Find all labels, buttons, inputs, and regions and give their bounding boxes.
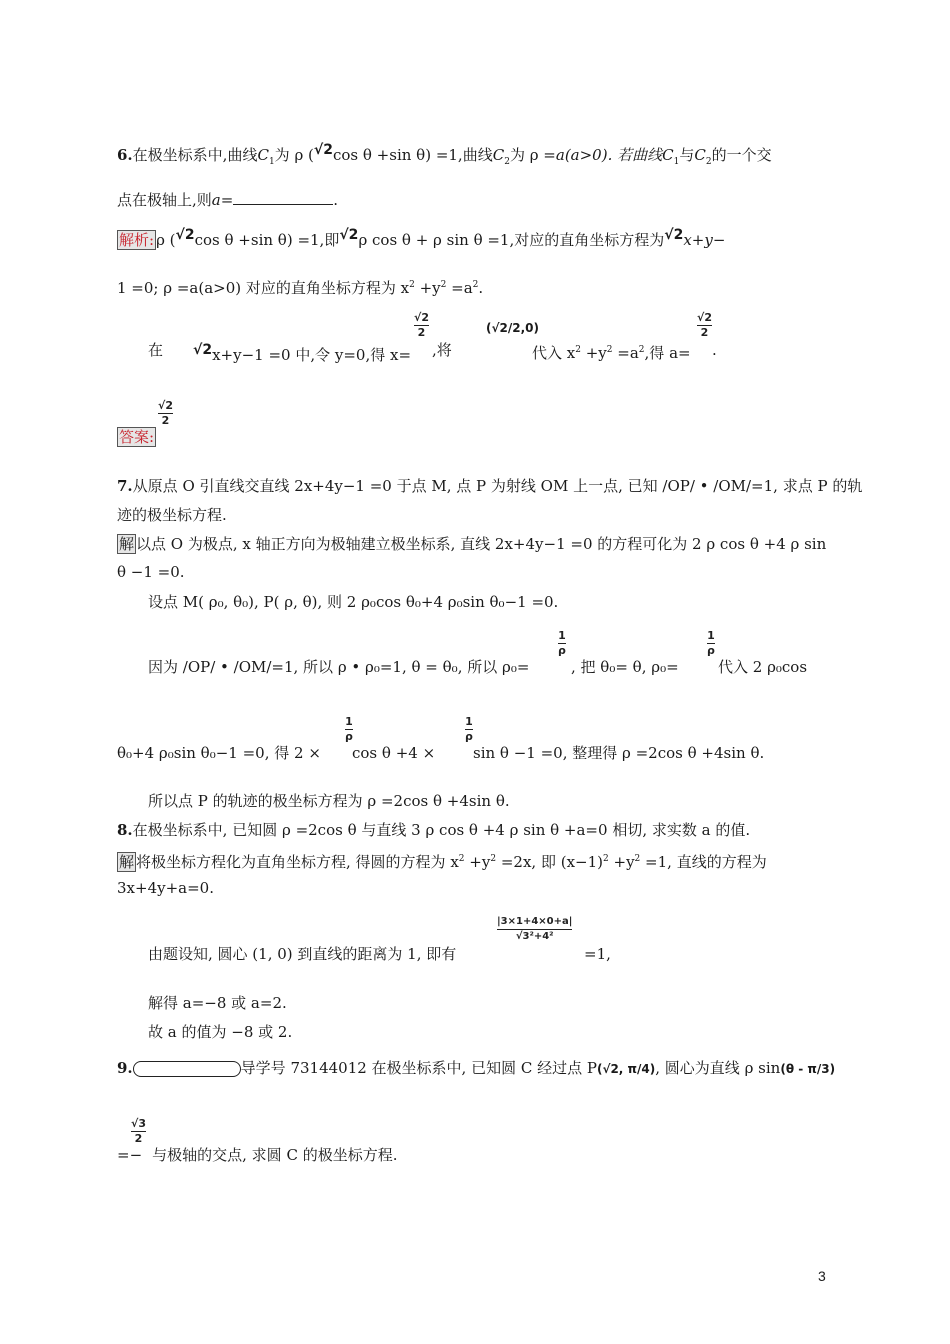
q6-line-3: 解析: ρ ($^{√2}$cos θ +sin θ) =1,即$^{√2}$ρ cos θ + ρ sin θ =1,对应的直角坐标方程为$^{√2}$x+y− (119, 227, 726, 249)
q7-line-8: 所以点 P 的轨迹的极坐标方程为 ρ =2cos θ +4sin θ. (148, 792, 510, 810)
q8-number: 8. (117, 821, 133, 839)
fraction-sqrt2-over-2: √2 2 (414, 311, 429, 339)
q6-line-5: 在 (148, 341, 164, 359)
fraction-1-over-rho: 1 ρ (558, 629, 566, 657)
q7-line-1: 7.从原点 O 引直线交直线 2x+4y−1 =0 于点 M, 点 P 为射线 OM 上一点, 已知 /OP/ • /OM/=1, 求点 P 的轨 (117, 477, 863, 495)
q6-line-5b: $^{√2}$x+y−1 =0 中,令 y=0,得 x= (193, 342, 412, 364)
q8-line-1: 8.在极坐标系中, 已知圆 ρ =2cos θ 与直线 3 ρ cos θ +4 ρ sin θ +a=0 相切, 求实数 a 的值. (117, 821, 751, 839)
fraction-1-over-rho: 1 ρ (345, 715, 353, 743)
fraction-sqrt2-over-2: √2 2 (697, 311, 712, 339)
point-paren: (√2/2,0) (486, 321, 539, 335)
q9-line-1: 9. 导学号 73144012 在极坐标系中, 已知圆 C 经过点 P(√2, π/4), 圆心为直线 ρ sin(θ - π/3) (117, 1059, 836, 1077)
q8-line-2: 解 将极坐标方程化为直角坐标方程, 得圆的方程为 $x^2 +y^2 =2x$, 即 $(x-1)^2 +y^2 =1$, 直线的方程为 (119, 853, 767, 871)
answer-fraction: √2 2 (158, 399, 173, 427)
q9-number: 9. (117, 1059, 133, 1077)
fraction-1-over-rho: 1 ρ (707, 629, 715, 657)
q7-line-7: θ₀+4 ρ₀sin θ₀−1 =0, 得 2 × (117, 744, 321, 762)
q6-line-4: 1 =0; ρ =a(a>0) 对应的直角坐标方程为 $x^2 +y^2 =a^2$. (117, 279, 484, 297)
answer-tag: 答案: (119, 428, 155, 446)
q6-number: 6. (117, 146, 133, 164)
q7-line-5: 设点 M( ρ₀, θ₀), P( ρ, θ), 则 2 ρ₀cos θ₀+4 ρ₀sin θ₀−1 =0. (148, 593, 559, 611)
analysis-tag: 解析: (119, 231, 155, 249)
sqrt-symbol: √2 (313, 142, 333, 158)
q7-number: 7. (117, 477, 133, 495)
sin-argument: (θ - π/3) (780, 1062, 836, 1076)
fraction-1-over-rho: 1 ρ (465, 715, 473, 743)
fraction-sqrt3-over-2: √3 2 (131, 1117, 146, 1145)
point-coordinates: (√2, π/4) (596, 1062, 656, 1076)
q8-line-6: 故 a 的值为 −8 或 2. (148, 1023, 293, 1041)
q7-line-2: 迹的极坐标方程. (117, 506, 227, 524)
answer-line (117, 427, 156, 447)
q7-line-6: 因为 /OP/ • /OM/=1, 所以 ρ • ρ₀=1, θ = θ₀, 所以 ρ₀= (148, 658, 530, 676)
study-guide-badge[interactable] (133, 1061, 241, 1077)
q7-line-3: 解 以点 O 为极点, x 轴正方向为极轴建立极坐标系, 直线 2x+4y−1 =0 的方程可化为 2 ρ cos θ +4 ρ sin (119, 535, 827, 553)
distance-fraction: |3×1+4×0+a| √3²+4² (497, 916, 573, 942)
solution-tag: 解 (119, 535, 135, 553)
q8-line-3: 3x+4y+a=0. (117, 879, 214, 897)
answer-blank[interactable] (233, 190, 333, 205)
solution-tag: 解 (119, 853, 135, 871)
page-number: 3 (818, 1268, 826, 1284)
q6-line-1: 6.在极坐标系中,曲线$C_1$为 ρ ($^{√2}$cos θ +sin θ) =1,曲线$C_2$为 ρ =a(a>0). 若曲线$C_1$与$C_2$的一个交 (117, 142, 772, 167)
q9-line-2: =− 与极轴的交点, 求圆 C 的极坐标方程. (117, 1146, 398, 1164)
q8-line-4: 由题设知, 圆心 (1, 0) 到直线的距离为 1, 即有 (148, 945, 457, 963)
q8-line-5: 解得 a=−8 或 a=2. (148, 994, 287, 1012)
q6-line-2: 点在极轴上,则a= . (117, 191, 339, 209)
q7-line-4: θ −1 =0. (117, 563, 185, 581)
